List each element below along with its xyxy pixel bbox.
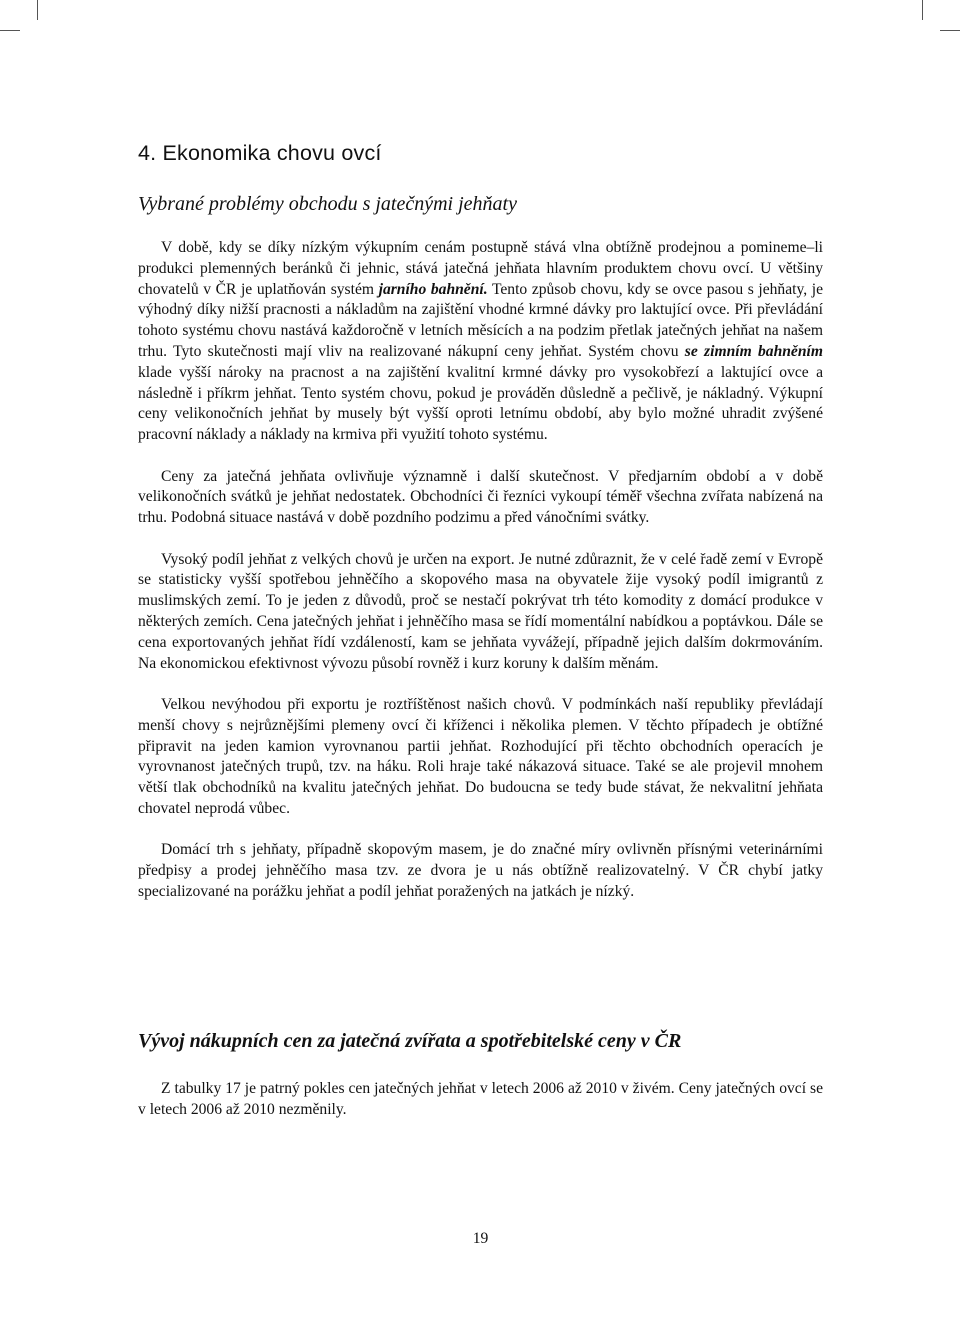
crop-mark-top-right-v [922, 0, 923, 20]
section-title: 4. Ekonomika chovu ovcí [138, 141, 382, 165]
body-text-1 [138, 238, 823, 903]
emphasis-winter-lambing: se zimním bahněním [684, 342, 823, 360]
crop-mark-top-right-h [940, 30, 960, 31]
body-text-2 [138, 1079, 823, 1121]
paragraph-5: Domácí trh s jehňaty, případně skopovým masem, je do značné míry ovlivněn přísnými veterinárními předpisy a prodej jehněčího masa tzv. ze dvora je u nás obtížně realizovatelný. V ČR chybí jatky specializované na porážku jehňat a podíl jehňat poražených na jatkách je nízký. [138, 841, 823, 900]
subsection-title-2: Vývoj nákupních cen za jatečná zvířata a spotřebitelské ceny v ČR [138, 1030, 682, 1052]
paragraph-1: V době, kdy se díky nízkým výkupním cenám postupně stává vlna obtížně prodejnou a pomineme–li produkci plemenných beránků či jehnic, stává jatečná jehňata hlavním produktem chovu ovcí. U většiny chovatelů v ČR je uplatňován systém jarního bahnění. Tento způsob chovu, kdy se ovce pasou s jehňaty, je výhodný díky nižší pracnosti a nákladům na zajištění vhodné krmné dávky pro laktující ovce. Při převládání tohoto systému chovu nastává každoročně v letních měsících a na podzim přetlak jatečných jehňat na našem trhu. Tyto skutečnosti mají vliv na realizované nákupní ceny jehňat. Systém chovu se zimním bahněním klade vyšší nároky na pracnost a na zajištění kvalitní krmné dávky pro vysokobřezí a laktující ovce a následně i příkrm jehňat. Tento systém chovu, pokud je prováděn důsledně a pečlivě, je nákladný. Výkupní ceny velikonočních jehňat by musely být vyšší oproti letnímu období, aby bylo možné uhradit zvýšené pracovní náklady a náklady na krmiva při využití tohoto systému. [138, 239, 823, 444]
paragraph-4: Velkou nevýhodou při exportu je roztříštěnost našich chovů. V podmínkách naší republiky převládají menší chovy s nejrůznějšími plemeny ovcí či kříženci i několika plemen. V těchto případech je obtížné připravit na jeden kamion vyrovnanou partii jehňat. Rozhodující při těchto obchodních operacích je vyrovnanost jatečných trupů, tzv. na háku. Roli hraje také nákazová situace. Také se ale projevil mnohem větší tlak obchodníků na kvalitu jatečných jehňat. Do budoucna se tedy bude stávat, že nekvalitní jehňata chovatel neprodá vůbec. [138, 695, 823, 817]
subsection-title-1: Vybrané problémy obchodu s jatečnými jehňaty [138, 193, 517, 215]
emphasis-spring-lambing: jarního bahnění. [378, 280, 488, 298]
paragraph-3: Vysoký podíl jehňat z velkých chovů je určen na export. Je nutné zdůraznit, že v celé řadě zemí v Evropě se statisticky vyšší spotřebou jehněčího a skopového masa na obyvatele žije vysoký podíl imigrantů z muslimských zemí. To je jeden z důvodů, proč se nestačí pokrývat trh této komodity z domácí produkce v některých zemích. Cena jatečných jehňat i jehněčího masa se řídí momentální nabídkou a poptávkou. Dále se cena exportovaných jehňat řídí vzdáleností, kam se jehňata vyvážejí, případně jejich dalším dokrmováním. Na ekonomickou efektivnost vývozu působí rovněž i kurz koruny k dalším měnám. [138, 550, 823, 672]
paragraph-6: Z tabulky 17 je patrný pokles cen jatečných jehňat v letech 2006 až 2010 v živém. Ceny jatečných ovcí se v letech 2006 až 2010 nezměnily. [138, 1080, 823, 1118]
page-number: 19 [472, 1230, 489, 1247]
crop-mark-top-left-v [37, 0, 38, 20]
crop-mark-top-left-h [0, 30, 20, 31]
paragraph-2: Ceny za jatečná jehňata ovlivňuje významně i další skutečnost. V předjarním období a v době velikonočních svátků je jehňat nedostatek. Obchodníci či řezníci vykoupí téměř všechna zvířata nabízená na trhu. Podobná situace nastává v době pozdního podzimu a před vánočními svátky. [138, 467, 823, 527]
